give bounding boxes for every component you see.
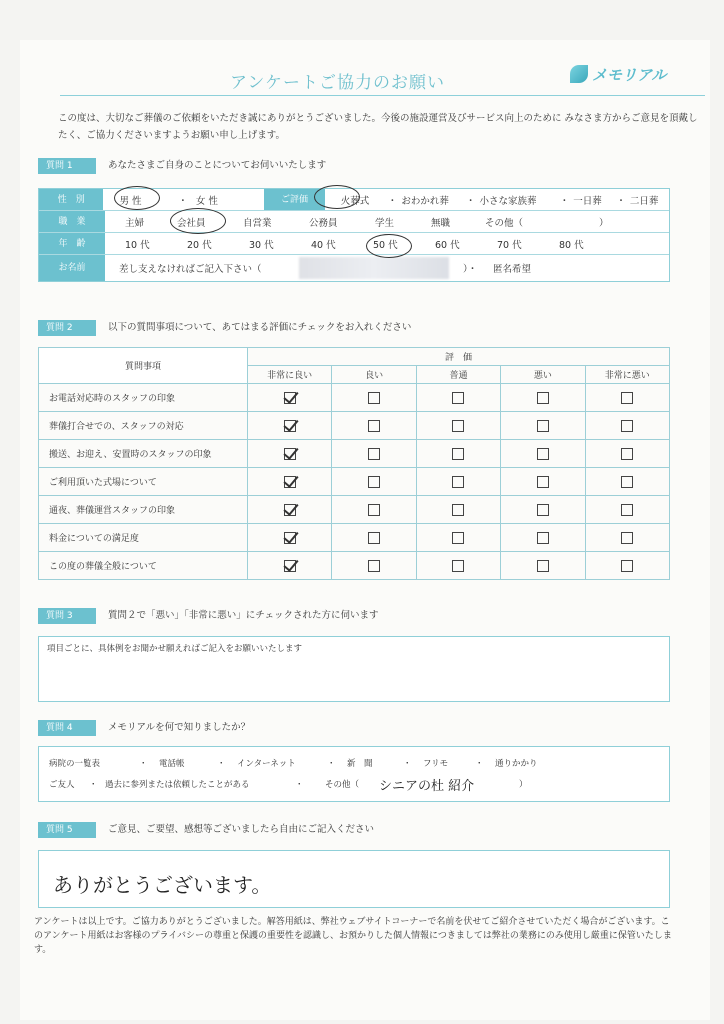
checkbox[interactable] [452,504,464,516]
source-friend[interactable]: ご友人 [49,780,75,790]
eval-row [39,412,670,440]
eval-item-label: 葬儀打合せでの、スタッフの対応 [39,412,248,440]
gender-male[interactable]: 男 性 [119,195,142,207]
eval-cell [247,524,331,552]
footer-note: アンケートは以上です。ご協力ありがとうございました。解答用紙は、弊社ウェブサイトコーナーで名前を伏せてご紹介させていただく場合がございます。このアンケート用紙はお客様のプライバシーの尊重と保護の重要性を認識し、お預かりした個人情報につきましては弊社の業務にのみ使用し厳重に保管いたします。 [34,917,672,955]
checkbox[interactable] [368,392,380,404]
rating-header-1: 非常に良い [247,366,331,384]
checkbox[interactable] [621,504,633,516]
checkbox[interactable] [537,532,549,544]
eval-cell [501,524,585,552]
eval-cell [332,412,416,440]
source-newspaper[interactable]: 新 聞 [347,759,373,769]
survey-sheet [20,40,710,1020]
eval-item-label: ご利用頂いた式場について [39,468,248,496]
checkbox[interactable] [621,392,633,404]
checkbox[interactable] [621,532,633,544]
rating-header-5: 非常に悪い [585,366,669,384]
eval-cell [585,440,669,468]
q3-textarea[interactable] [38,636,670,702]
checkbox[interactable] [537,392,549,404]
age-label: 年 齢 [39,233,105,254]
source-past-attendance[interactable]: 過去に参列または依頼したことがある [105,780,250,790]
q5-text: ご意見、ご要望、感想等ございましたら自由にご記入ください [108,824,375,835]
age-4[interactable]: 40 代 [311,239,336,251]
eval-cell [585,412,669,440]
source-internet[interactable]: インターネット [237,759,296,769]
eval-cell [501,552,585,580]
q3-tag: 質問 3 [38,608,96,624]
eval-item-label: 搬送、お迎え、安置時のスタッフの印象 [39,440,248,468]
source-furimo[interactable]: フリモ [423,759,449,769]
q4-row2: ご友人 ・ 過去に参列または依頼したことがある ・ その他（ シニアの杜 紹介 ） [49,773,659,795]
name-label: お名前 [39,255,105,281]
age-5[interactable]: 50 代 [373,239,398,251]
age-6[interactable]: 60 代 [435,239,460,251]
q4-box [38,746,670,802]
checkbox[interactable] [452,560,464,572]
logo-text: メモリアル [592,66,667,84]
q5-tag: 質問 5 [38,822,96,838]
source-other-close: ） [519,780,528,790]
checkbox[interactable] [537,448,549,460]
occupation-label: 職 業 [39,211,105,232]
eval-cell [501,468,585,496]
source-phonebook[interactable]: 電話帳 [159,759,185,769]
eval-cell [585,496,669,524]
checkbox[interactable] [452,392,464,404]
eval-cell [332,524,416,552]
circle-cremation-mark [314,185,360,209]
checkbox[interactable] [452,476,464,488]
checkbox[interactable] [452,420,464,432]
checkbox[interactable] [368,420,380,432]
source-other[interactable]: その他（ [325,780,360,790]
funeral-type-5[interactable]: 二日葬 [629,195,659,207]
checkbox[interactable] [452,532,464,544]
source-passing-by[interactable]: 通りかかり [495,759,538,769]
eval-cell [501,412,585,440]
title-divider [60,95,705,96]
source-other-answer[interactable]: シニアの杜 紹介 [379,778,475,794]
age-8[interactable]: 80 代 [559,239,584,251]
eval-cell [247,384,331,412]
eval-cell [585,468,669,496]
q5-textarea[interactable] [38,850,670,908]
eval-cell [332,552,416,580]
eval-cell [332,468,416,496]
funeral-type-2[interactable]: おわかれ葬 [401,195,449,207]
circle-age50-mark [366,234,412,258]
checkbox[interactable] [368,504,380,516]
occupation-2[interactable]: 会社員 [177,217,206,229]
checked-checkbox[interactable] [284,420,296,432]
checkbox[interactable] [452,448,464,460]
checked-checkbox[interactable] [284,532,296,544]
age-3[interactable]: 30 代 [249,239,274,251]
q2-table-wrap [38,347,670,580]
rating-header-2: 良い [332,366,416,384]
checkbox[interactable] [621,448,633,460]
q3-text: 質問２で「悪い」「非常に悪い」にチェックされた方に伺います [108,610,379,621]
checkbox[interactable] [368,476,380,488]
q5-answer: ありがとうございます。 [53,873,272,897]
q3-prompt: 項目ごとに、具体例をお聞かせ願えればご記入をお願いいたします [47,644,303,654]
occupation-1[interactable]: 主婦 [125,217,145,229]
eval-cell [247,496,331,524]
eval-cell [247,440,331,468]
name-prompt: 差し支えなければご記入下さい（ [119,264,262,275]
funeral-type-3[interactable]: 小さな家族葬 [479,195,537,207]
q1-row-name: お名前 差し支えなければご記入下さい（ ）・ 匿名希望 [39,255,669,281]
checkbox[interactable] [621,476,633,488]
eval-cell [247,468,331,496]
eval-cell [416,412,500,440]
evaluation-table [38,347,670,580]
eval-cell [585,524,669,552]
eval-row [39,384,670,412]
rating-header-3: 普通 [416,366,500,384]
gender-label: 性 別 [39,189,103,210]
eval-cell [332,496,416,524]
checkbox[interactable] [621,560,633,572]
q1-row-gender: 性 別 男 性 ・ 女 性 ご評価 火葬式 ・ おわかれ葬 ・ 小さな家族葬 ・ 一日葬 ・ 二日葬 [39,189,669,211]
eval-row [39,552,670,580]
checkbox[interactable] [368,448,380,460]
checked-checkbox[interactable] [284,448,296,460]
occupation-3[interactable]: 自営業 [243,217,272,229]
q1-row-occupation [39,211,669,233]
eval-cell [585,384,669,412]
occupation-4[interactable]: 公務員 [309,217,338,229]
evaluation-label: ご評価 [264,189,325,210]
col-eval-header: 評 価 [247,348,669,366]
col-item-header: 質問事項 [39,348,248,384]
brand-logo [570,64,666,85]
eval-row [39,468,670,496]
q1-text: あなたさまご自身のことについてお伺いいたします [108,160,327,171]
circle-male-mark [114,186,160,210]
checkbox[interactable] [621,420,633,432]
eval-cell [416,524,500,552]
eval-cell [416,384,500,412]
q2-tag: 質問 2 [38,320,96,336]
eval-row [39,524,670,552]
eval-cell [416,468,500,496]
eval-cell [332,440,416,468]
occupation-5[interactable]: 学生 [375,217,395,229]
eval-row [39,496,670,524]
age-1[interactable]: 10 代 [125,239,150,251]
eval-cell [247,552,331,580]
q1-tag: 質問 1 [38,158,96,174]
checked-checkbox[interactable] [284,560,296,572]
logo-mark-icon [570,65,588,83]
checked-checkbox[interactable] [284,392,296,404]
eval-item-label: 料金についての満足度 [39,524,248,552]
page-title: アンケートご協力のお願い [230,73,445,93]
checkbox[interactable] [368,560,380,572]
funeral-type-1[interactable]: 火葬式 [340,195,370,207]
q1-row-age [39,233,669,255]
checkbox[interactable] [537,420,549,432]
occupation-7[interactable]: その他（ ） [485,217,609,229]
eval-cell [332,384,416,412]
eval-cell [501,496,585,524]
intro-text: この度は、大切なご葬儀のご依頼をいただき誠にありがとうございました。今後の施設運営及びサービス向上のために みなさま方からご意見を頂戴したく、ご協力くださいますようお願い申し上げます。 [58,113,698,141]
eval-item-label: 通夜、葬儀運営スタッフの印象 [39,496,248,524]
q4-row1: 病院の一覧表 ・ 電話帳 ・ インターネット ・ 新 聞 ・ フリモ ・ 通りかかり [49,753,659,773]
age-7[interactable]: 70 代 [497,239,522,251]
eval-cell [416,496,500,524]
occupation-6[interactable]: 無職 [431,217,451,229]
eval-cell [501,384,585,412]
anonymous-option[interactable]: 匿名希望 [493,264,532,275]
eval-cell [416,440,500,468]
eval-cell [247,412,331,440]
circle-employee-mark [170,208,226,234]
age-2[interactable]: 20 代 [187,239,212,251]
source-hospital[interactable]: 病院の一覧表 [49,759,101,769]
checked-checkbox[interactable] [284,476,296,488]
q4-tag: 質問 4 [38,720,96,736]
checkbox[interactable] [537,560,549,572]
checkbox[interactable] [368,532,380,544]
eval-cell [416,552,500,580]
eval-cell [585,552,669,580]
checkbox[interactable] [537,504,549,516]
checkbox[interactable] [537,476,549,488]
eval-item-label: この度の葬儀全般について [39,552,248,580]
eval-cell [501,440,585,468]
q2-text: 以下の質問事項について、あてはまる評価にチェックをお入れください [108,322,412,333]
eval-row [39,440,670,468]
gender-female[interactable]: 女 性 [195,195,218,207]
rating-header-4: 悪い [501,366,585,384]
funeral-type-4[interactable]: 一日葬 [573,195,602,207]
eval-item-label: お電話対応時のスタッフの印象 [39,384,248,412]
name-input-redacted[interactable] [299,257,449,279]
checked-checkbox[interactable] [284,504,296,516]
q4-text: メモリアルを何で知りましたか？ [108,722,251,733]
